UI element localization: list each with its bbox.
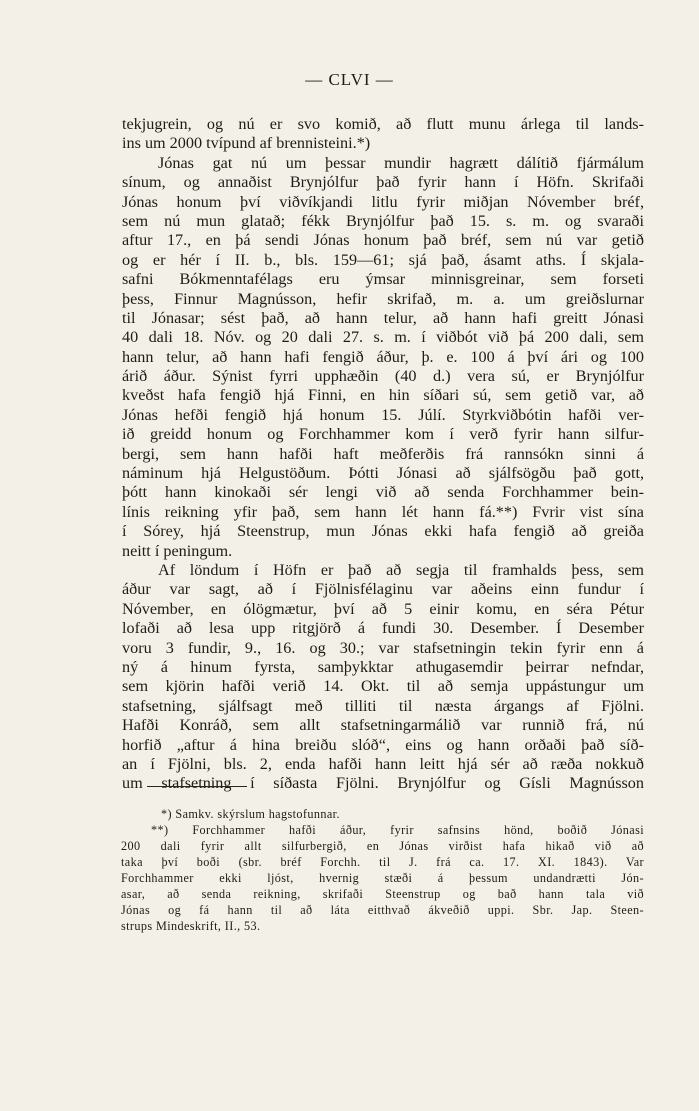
text-line: horfið „aftur á hina breiðu slóð“, eins og hann orðaði það síð-	[122, 735, 644, 754]
text-line: voru 3 fundir, 9., 16. og 30.; var stafsetningin tekin fyrir enn á	[122, 638, 644, 657]
text-line: þótt hann kinokaði sér lengi við að senda Forchhammer bein-	[122, 483, 644, 502]
footnote-line: Jónas og fá hann til að láta eitthvað ákveðið uppi. Sbr. Jap. Steen-	[121, 903, 644, 917]
text-line: sem kjörin hafði verið 14. Okt. til að semja uppástungur um	[122, 677, 644, 696]
text-line: um stafsetning í síðasta Fjölni. Brynjólfur og Gísli Magnússon	[122, 774, 644, 793]
text-line: ins um 2000 tvípund af brennisteini.*)	[122, 134, 371, 153]
text-line: Nóvember, en ólögmætur, því að 5 einir komu, en séra Pétur	[122, 599, 644, 618]
text-line: áður var sagt, að í Fjölnisfélaginu var aðeins einn fundur í	[122, 580, 644, 599]
text-line: ný á hinum fyrsta, samþykktar athugasemdir þeirrar nefndar,	[122, 657, 644, 676]
text-line: og er hér í II. b., bls. 159—61; sjá það, ásamt aths. Í skjala-	[122, 250, 644, 269]
text-line: þess, Finnur Magnússon, hefir skrifað, m. a. um greiðslurnar	[122, 289, 644, 308]
footnote-divider	[147, 786, 247, 787]
text-line: neitt í peningum.	[122, 541, 233, 560]
text-line: Jónas gat nú um þessar mundir hagrætt dálítið fjármálum	[158, 153, 644, 172]
text-line: 40 dali 18. Nóv. og 20 dali 27. s. m. í viðbót við þá 200 dali, sem	[122, 328, 644, 347]
text-line: línis reikning yfir það, sem hann lét hann fá.**) Fvrir vist sína	[122, 502, 644, 521]
text-line: bergi, sem hann hafði haft meðferðis frá rannsókn sinni á	[122, 444, 644, 463]
text-line: árið áður. Sýnist fyrri upphæðin (40 d.) vera sú, er Brynjólfur	[122, 367, 644, 386]
text-line: sem nú mun glatað; fékk Brynjólfur það 15. s. m. og svaraði	[122, 211, 644, 230]
text-line: an í Fjölni, bls. 2, enda hafði hann leitt hjá sér að ræða nokkuð	[122, 754, 644, 773]
text-line: Jónas hefði fengið hjá honum 15. Júlí. Styrkviðbótin hafði ver-	[122, 405, 644, 424]
text-line: safni Bókmenntafélags eru ýmsar minnisgreinar, sem forseti	[122, 270, 644, 289]
text-line: hann telur, að hann hafi fengið áður, þ. e. 100 á því ári og 100	[122, 347, 644, 366]
footnote-line: taka því boði (sbr. bréf Forchh. til J. frá ca. 17. XI. 1843). Var	[121, 855, 644, 869]
page-number-header: — CLVI —	[305, 70, 394, 89]
text-line: Af löndum í Höfn er það að segja til framhalds þess, sem	[158, 560, 644, 579]
footnote-line: *) Samkv. skýrslum hagstofunnar.	[161, 807, 340, 821]
text-line: lofaði að lesa upp ritgjörð á fundi 30. Desember. Í Desember	[122, 619, 644, 638]
footnote-line: **) Forchhammer hafði áður, fyrir safnsins hönd, boðið Jónasi	[151, 823, 644, 837]
footnotes	[121, 806, 644, 934]
text-line: til Jónasar; sést það, að hann telur, að hann hafi greitt Jónasi	[122, 308, 644, 327]
text-line: Hafði Konráð, sem allt stafsetningarmálið var runnið frá, nú	[122, 716, 644, 735]
body-text	[122, 115, 644, 794]
text-line: stafsetning, sjálfsagt með tilliti til næsta árgangs af Fjölni.	[122, 696, 644, 715]
footnote-line: 200 dali fyrir allt silfurbergið, en Jónas virðist hafa hikað við að	[121, 839, 644, 853]
footnote-line: asar, að senda reikning, skrifaði Steenstrup og bað hann tala við	[121, 887, 644, 901]
text-line: aftur 17., en þá sendi Jónas honum það bréf, sem nú var getið	[122, 231, 644, 250]
footnote-line: strups Mindeskrift, II., 53.	[121, 919, 261, 933]
text-line: sínum, og annaðist Brynjólfur það fyrir hann í Höfn. Skrifaði	[122, 173, 644, 192]
text-line: ið greidd honum og Forchhammer kom í verð fyrir hann silfur-	[122, 425, 644, 444]
text-line: kveðst hafa fengið hjá Finni, en hin síðari sú, sem getið var, að	[122, 386, 644, 405]
text-line: Jónas honum því viðvíkjandi litlu fyrir miðjan Nóvember bréf,	[122, 192, 644, 211]
footnote-line: Forchhammer ekki ljóst, hvernig stæði á þessum undandrætti Jón-	[121, 871, 644, 885]
text-line: tekjugrein, og nú er svo komið, að flutt munu árlega til lands-	[122, 115, 644, 133]
text-line: náminum hjá Helgustöðum. Þótti Jónasi að sjálfsögðu það gott,	[122, 464, 644, 483]
text-line: í Sórey, hjá Steenstrup, mun Jónas ekki hafa fengið að greiða	[122, 522, 644, 541]
